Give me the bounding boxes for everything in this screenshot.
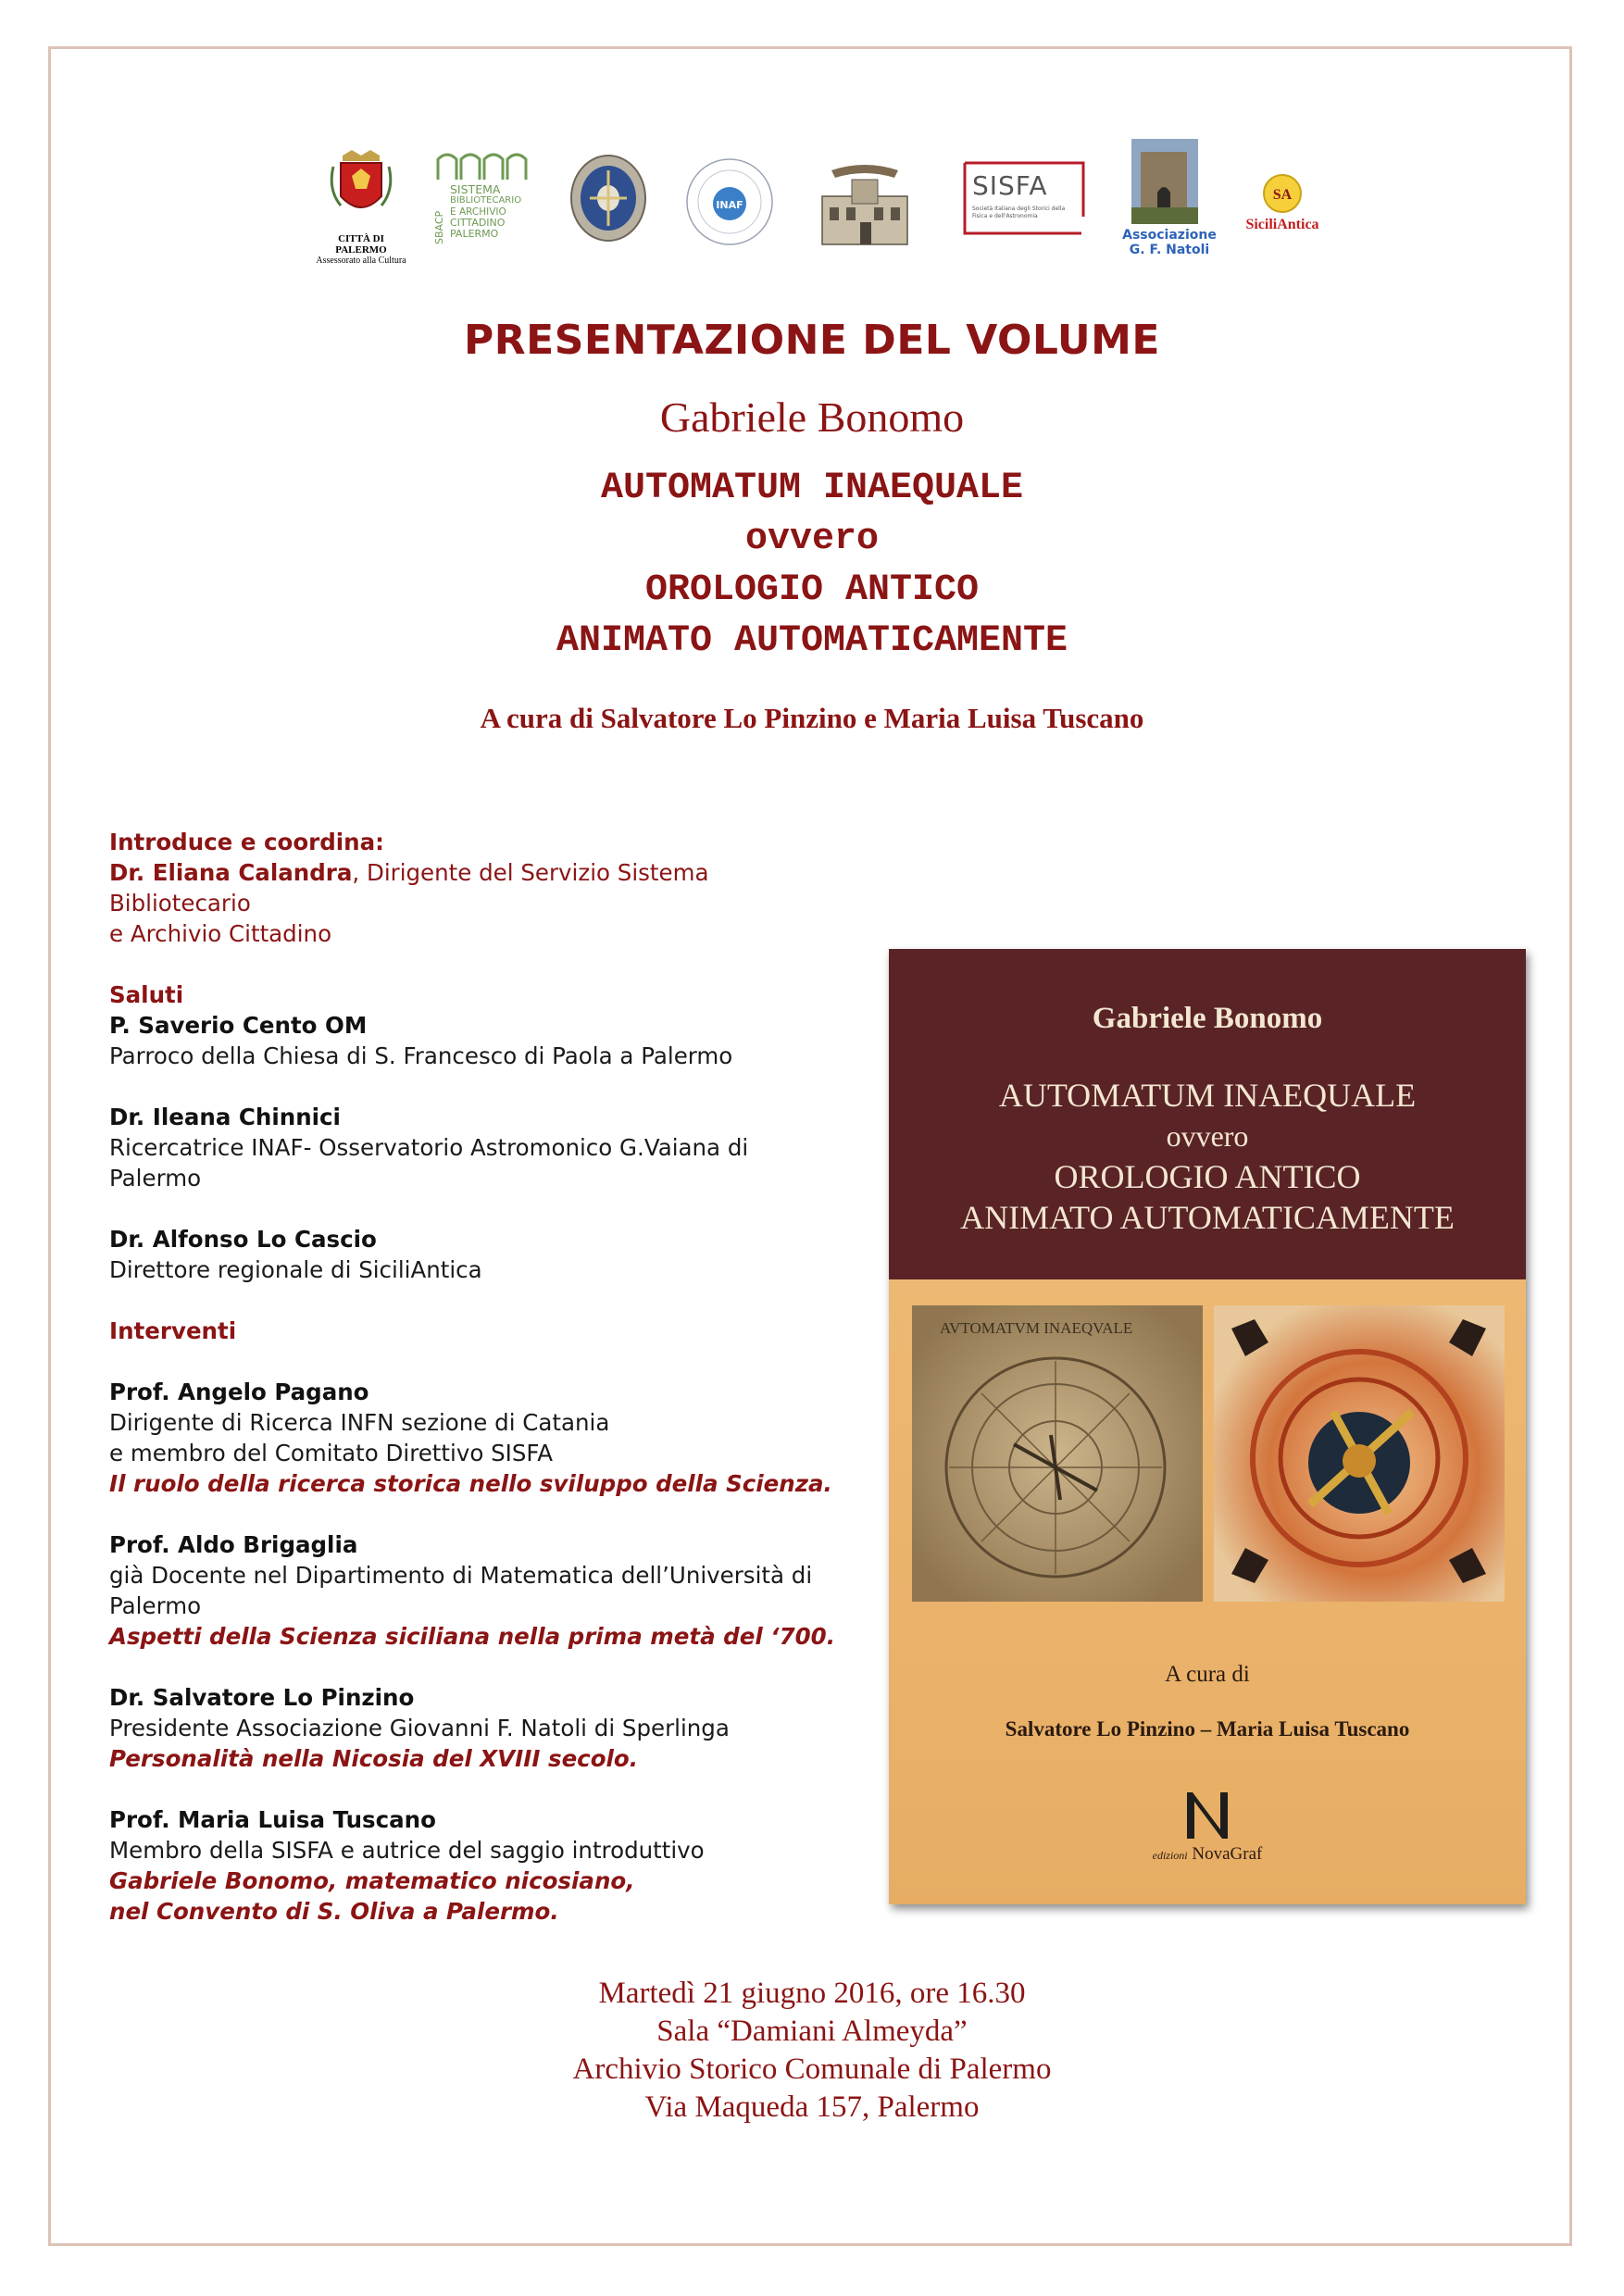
speaker-name: Prof. Angelo Pagano	[109, 1379, 369, 1405]
speaker-role: Dirigente di Ricerca INFN sezione di Catania	[109, 1409, 610, 1436]
event-info	[0, 1975, 1624, 2127]
cover-title-line: OROLOGIO ANTICO	[1054, 1158, 1361, 1195]
associazione-natoli-logo	[1118, 139, 1220, 257]
logo-caption: SISTEMA	[450, 182, 501, 196]
introduce-entry	[109, 857, 850, 918]
associazione-natoli-tower-icon	[1131, 139, 1198, 224]
book-cover	[889, 949, 1526, 1904]
intervento-entry	[109, 1682, 850, 1774]
speaker-name: P. Saverio Cento OM	[109, 1012, 368, 1039]
event-venue: Archivio Storico Comunale di Palermo	[572, 2053, 1052, 2086]
speaker-role: e membro del Comitato Direttivo SISFA	[109, 1440, 554, 1466]
logo-caption: SiciliAntica	[1245, 217, 1319, 232]
sisfa-logo	[963, 161, 1085, 235]
siciliantica-badge-icon	[1261, 172, 1304, 215]
sundial-photo	[912, 1305, 1203, 1602]
inaf-seal-icon	[683, 156, 776, 248]
sbacp-logo	[433, 148, 540, 245]
cover-title-line: ANIMATO AUTOMATICAMENTE	[960, 1199, 1455, 1236]
speaker-role: Direttore regionale di SiciliAntica	[109, 1256, 482, 1283]
cover-title-line: AUTOMATUM INAEQUALE	[998, 1077, 1417, 1114]
saluti-entry	[109, 1102, 850, 1193]
section-heading-interventi: Interventi	[109, 1317, 237, 1344]
title-line: ovvero	[744, 518, 880, 560]
citta-di-palermo-crest-icon	[315, 148, 407, 227]
sponsor-logos	[0, 139, 1624, 287]
publisher-prefix: edizioni	[1152, 1849, 1188, 1862]
logo-caption: SBACP	[433, 210, 445, 244]
talk-title: Aspetti della Scienza siciliana nella prima metà del ‘700.	[109, 1623, 836, 1650]
event-date: Martedì 21 giugno 2016, ore 16.30	[598, 1977, 1026, 2010]
sisfa-label: SISFA	[972, 170, 1048, 201]
photo-caption: AVTOMATVM INAEQVALE	[940, 1319, 1133, 1337]
speaker-role: Membro della SISFA e autrice del saggio introduttivo	[109, 1837, 705, 1864]
talk-title: nel Convento di S. Oliva a Palermo.	[109, 1898, 559, 1925]
speaker-role: e Archivio Cittadino	[109, 920, 332, 947]
talk-title: Gabriele Bonomo, matematico nicosiano,	[109, 1867, 635, 1894]
intervento-entry	[109, 1377, 850, 1499]
event-room: Sala “Damiani Almeyda”	[656, 2015, 968, 2048]
speaker-name: Dr. Salvatore Lo Pinzino	[109, 1684, 415, 1711]
logo-caption: BIBLIOTECARIO	[450, 195, 522, 206]
speaker-role: Palermo	[109, 1165, 202, 1192]
book-title	[0, 463, 1624, 667]
ecclesiastical-seal-icon	[567, 152, 650, 244]
sbacp-arches-icon	[433, 148, 540, 181]
historic-building-icon	[813, 159, 917, 250]
logo-caption: CITTÀ DI PALERMO	[335, 233, 387, 256]
speaker-role: già Docente nel Dipartimento di Matematica dell’Università di	[109, 1562, 813, 1589]
siciliantica-logo	[1231, 172, 1333, 233]
saluti-entry	[109, 1224, 850, 1285]
speaker-name: Dr. Ileana Chinnici	[109, 1104, 341, 1130]
svg-text:INAF: INAF	[716, 199, 743, 211]
svg-text:SA: SA	[1272, 187, 1293, 203]
historic-building-logo	[813, 159, 917, 255]
speaker-role: Parroco della Chiesa di S. Francesco di Paola a Palermo	[109, 1042, 733, 1069]
publisher-name: NovaGraf	[1192, 1844, 1263, 1864]
program	[109, 827, 850, 1927]
book-cover-publisher	[889, 1844, 1526, 1865]
title-line: OROLOGIO ANTICO	[644, 569, 980, 611]
event-address: Via Maqueda 157, Palermo	[644, 2090, 980, 2124]
speaker-role: Palermo	[109, 1592, 202, 1619]
speaker-role: Ricercatrice INAF- Osservatorio Astromonico G.Vaiana di	[109, 1134, 749, 1161]
speaker-role: Presidente Associazione Giovanni F. Natoli di Sperlinga	[109, 1715, 730, 1741]
logo-caption: PALERMO	[450, 228, 499, 240]
section-heading-saluti: Saluti	[109, 981, 184, 1008]
book-cover-title	[889, 1075, 1526, 1238]
logo-caption: Società Italiana degli Storici della Fisica e dell'Astronomia	[972, 206, 1066, 219]
curators-line: A cura di Salvatore Lo Pinzino e Maria Luisa Tuscano	[480, 702, 1144, 734]
intervento-entry	[109, 1529, 850, 1652]
talk-title: Personalità nella Nicosia del XVIII secolo.	[109, 1745, 639, 1772]
book-cover-author: Gabriele Bonomo	[1092, 1002, 1323, 1035]
logo-caption: Assessorato alla Cultura	[316, 256, 406, 266]
logo-caption: Associazione	[1122, 228, 1217, 243]
cover-title-line: ovvero	[1166, 1119, 1249, 1153]
title-line: AUTOMATUM INAEQUALE	[600, 468, 1024, 509]
talk-title: Il ruolo della ricerca storica nello sviluppo della Scienza.	[109, 1470, 832, 1497]
inaf-logo	[683, 156, 776, 253]
section-heading-introduce: Introduce e coordina:	[109, 829, 384, 855]
citta-di-palermo-logo	[315, 148, 407, 266]
speaker-name: Dr. Alfonso Lo Cascio	[109, 1226, 377, 1253]
novagraf-logo-icon	[1180, 1787, 1235, 1842]
saluti-entry	[109, 1010, 850, 1071]
speaker-name: Dr. Eliana Calandra	[109, 859, 353, 886]
speaker-role: , Dirigente del Servizio Sistema Bibliotecario	[109, 859, 709, 917]
ecclesiastical-seal-logo	[567, 152, 650, 249]
logo-caption: G. F. Natoli	[1129, 243, 1210, 257]
book-cover-photo	[912, 1305, 1505, 1602]
logo-caption: E ARCHIVIO	[450, 206, 506, 218]
speaker-name: Prof. Maria Luisa Tuscano	[109, 1806, 436, 1833]
logo-caption: CITTADINO	[450, 217, 506, 229]
main-heading: PRESENTAZIONE DEL VOLUME	[464, 317, 1160, 364]
intervento-entry	[109, 1804, 850, 1927]
author-name: Gabriele Bonomo	[659, 393, 965, 441]
book-cover-curators: Salvatore Lo Pinzino – Maria Luisa Tuscano	[1005, 1717, 1410, 1741]
title-line: ANIMATO AUTOMATICAMENTE	[556, 620, 1068, 662]
speaker-name: Prof. Aldo Brigaglia	[109, 1531, 358, 1558]
book-cover-a-cura-di: A cura di	[1165, 1662, 1250, 1687]
